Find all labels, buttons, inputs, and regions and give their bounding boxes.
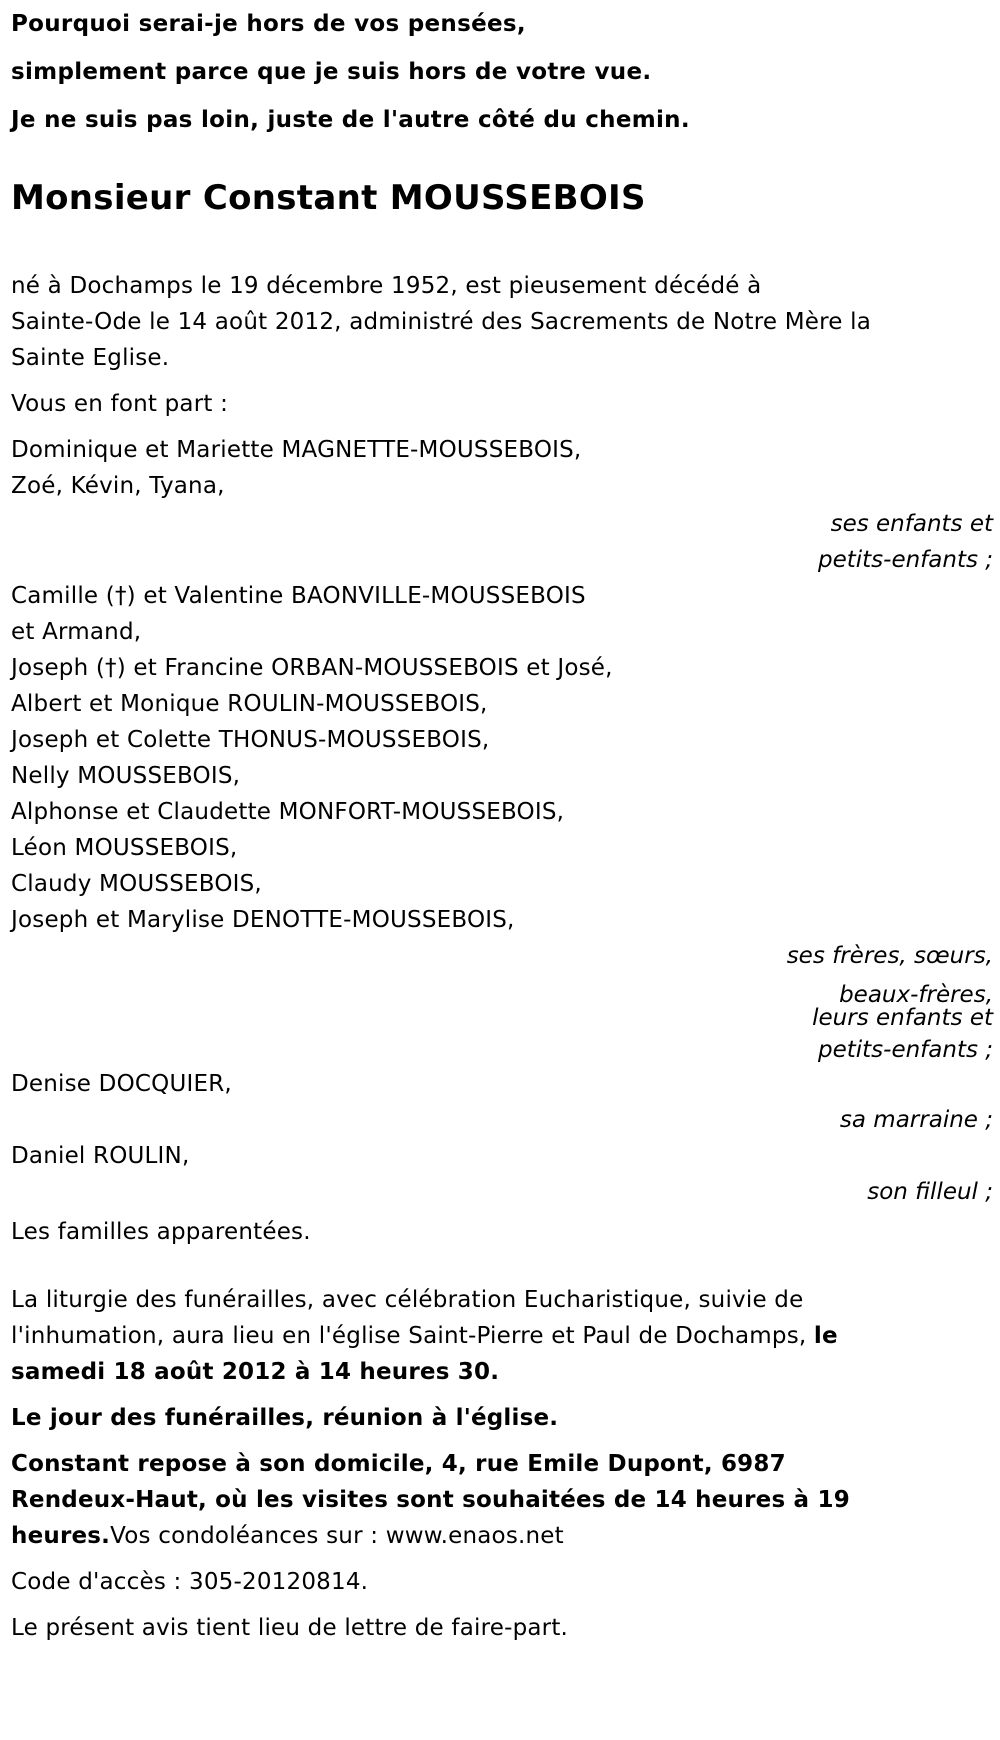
godmother-name: Denise DOCQUIER, xyxy=(11,1071,232,1097)
godson-role: son filleul ; xyxy=(867,1179,993,1205)
family-line: Joseph et Marylise DENOTTE-MOUSSEBOIS, xyxy=(11,907,515,933)
obituary-notice xyxy=(11,0,991,1646)
visit-line: Rendeux-Haut, où les visites sont souhaitées de 14 heures à 19 xyxy=(11,1487,850,1513)
visit-line xyxy=(11,1518,1000,1554)
role-line: ses enfants et xyxy=(830,511,993,537)
liturgy-date-start: le xyxy=(813,1323,838,1349)
liturgy-date: samedi 18 août 2012 à 14 heures 30. xyxy=(11,1359,500,1385)
closing: Le présent avis tient lieu de lettre de faire-part. xyxy=(11,1615,569,1641)
poem-line: Je ne suis pas loin, juste de l'autre côté du chemin. xyxy=(11,107,690,133)
children-role xyxy=(11,506,993,578)
condolences: Vos condoléances sur : www.enaos.net xyxy=(110,1523,564,1549)
liturgy xyxy=(11,1282,1000,1390)
family-line: Zoé, Kévin, Tyana, xyxy=(11,473,225,499)
godson-name: Daniel ROULIN, xyxy=(11,1143,190,1169)
role-line: beaux-frères, xyxy=(839,982,993,1008)
role-line: ses frères, sœurs, xyxy=(786,943,993,969)
families: Les familles apparentées. xyxy=(11,1219,311,1245)
announce: Vous en font part : xyxy=(11,391,229,417)
family-line: Alphonse et Claudette MONFORT-MOUSSEBOIS, xyxy=(11,799,565,825)
intro-line: Sainte Eglise. xyxy=(11,345,170,371)
visit xyxy=(11,1446,1000,1554)
liturgy-line: La liturgie des funérailles, avec célébration Eucharistique, suivie de xyxy=(11,1287,804,1313)
family-line: Claudy MOUSSEBOIS, xyxy=(11,871,262,897)
deceased-name: Monsieur Constant MOUSSEBOIS xyxy=(11,178,646,218)
visit-hours-end: heures. xyxy=(11,1523,111,1549)
role-line: petits-enfants ; xyxy=(817,1037,993,1063)
liturgy-line xyxy=(11,1318,1000,1354)
poem xyxy=(11,0,991,144)
access-code: Code d'accès : 305-20120814. xyxy=(11,1569,369,1595)
siblings-group xyxy=(11,578,1000,938)
family-line: et Armand, xyxy=(11,619,142,645)
role-line: leurs enfants et xyxy=(812,1005,993,1031)
family-line: Léon MOUSSEBOIS, xyxy=(11,835,238,861)
family-line: Nelly MOUSSEBOIS, xyxy=(11,763,241,789)
family-line: Camille (†) et Valentine BAONVILLE-MOUSSEBOIS xyxy=(11,583,586,609)
poem-line: simplement parce que je suis hors de votre vue. xyxy=(11,59,652,85)
liturgy-text: l'inhumation, aura lieu en l'église Saint-Pierre et Paul de Dochamps, xyxy=(11,1323,814,1349)
intro-line: Sainte-Ode le 14 août 2012, administré des Sacrements de Notre Mère la xyxy=(11,309,872,335)
intro xyxy=(11,268,1000,376)
family-line: Joseph et Colette THONUS-MOUSSEBOIS, xyxy=(11,727,490,753)
intro-line: né à Dochamps le 19 décembre 1952, est pieusement décédé à xyxy=(11,273,762,299)
visit-line: Constant repose à son domicile, 4, rue Emile Dupont, 6987 xyxy=(11,1451,786,1477)
role-line: petits-enfants ; xyxy=(817,547,993,573)
family-line: Joseph (†) et Francine ORBAN-MOUSSEBOIS et José, xyxy=(11,655,613,681)
children-group xyxy=(11,432,1000,504)
godmother-role: sa marraine ; xyxy=(839,1107,993,1133)
meeting: Le jour des funérailles, réunion à l'église. xyxy=(11,1405,559,1431)
siblings-role xyxy=(11,938,993,1068)
poem-line: Pourquoi serai-je hors de vos pensées, xyxy=(11,11,526,37)
family-line: Albert et Monique ROULIN-MOUSSEBOIS, xyxy=(11,691,488,717)
family-line: Dominique et Mariette MAGNETTE-MOUSSEBOIS, xyxy=(11,437,582,463)
